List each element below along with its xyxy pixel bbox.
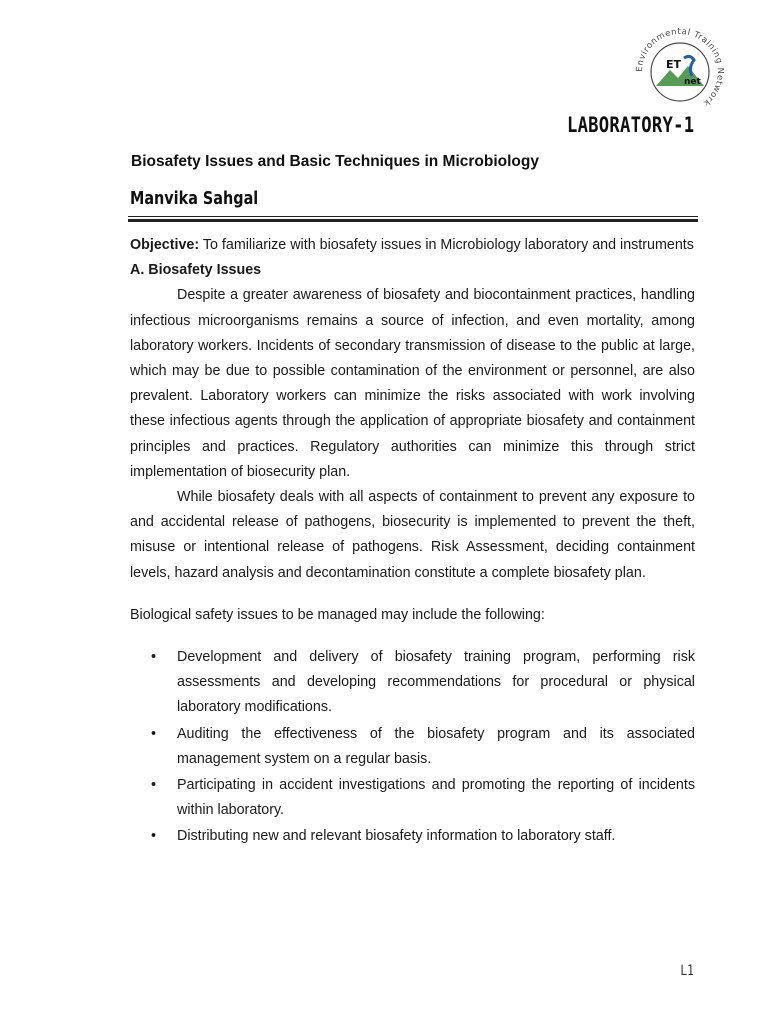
logo-net-text: net [684, 77, 701, 87]
bullet-icon: • [151, 725, 157, 742]
list-item: • Participating in accident investigations and promoting the reporting of incidents within laboratory. [130, 773, 695, 823]
bullet-icon: • [151, 777, 157, 794]
document-body [130, 233, 695, 851]
bullet-icon: • [151, 649, 157, 666]
etnet-logo [632, 24, 728, 120]
paragraph-2: While biosafety deals with all aspects of containment to prevent any exposure to and accidental release of pathogens, biosecurity is implemented to prevent the theft, misuse or intentional release of pathogens. Risk Assessment, deciding containment levels, hazard analysis and decontamination constitute a complete biosafety plan. [130, 489, 695, 581]
logo-ring-text: Environmental Training Network [634, 26, 726, 108]
objective-label: Objective: [130, 237, 200, 253]
objective-text: To familiarize with biosafety issues in Microbiology laboratory and instruments [199, 237, 694, 253]
title-divider-thin [128, 216, 698, 217]
lab-title: LABORATORY-1 [566, 113, 694, 137]
bullet-icon: • [151, 828, 157, 845]
section-heading-a: A. Biosafety Issues [130, 262, 262, 279]
page-number: L1 [680, 963, 694, 979]
document-title: Biosafety Issues and Basic Techniques in Microbiology [131, 153, 539, 170]
logo-et-text: ET [666, 58, 682, 71]
objective [130, 233, 695, 258]
author-name: Manvika Sahgal [130, 188, 259, 209]
bullet-list [130, 645, 695, 850]
list-item: • Development and delivery of biosafety training program, performing risk assessments and developing recommendations for procedural or physical laboratory modifications. [130, 645, 695, 721]
paragraph-1: Despite a greater awareness of biosafety and biocontainment practices, handling infectious microorganisms remains a source of infection, and even mortality, among laboratory workers. Incidents of secondary transmission of disease to the public at large, which may be due to possible contamination of the environment or personnel, are also prevalent. Laboratory workers can minimize the risks associated with work involving these infectious agents through the application of appropriate biosafety and containment principles and practices. Regulatory authorities can minimize this through strict implementation of biosecurity plan. [130, 287, 695, 480]
list-item: • Distributing new and relevant biosafety information to laboratory staff. [130, 824, 695, 849]
list-item: • Auditing the effectiveness of the biosafety program and its associated management system on a regular basis. [130, 722, 695, 772]
list-intro: Biological safety issues to be managed may include the following: [130, 606, 545, 623]
title-divider-thick [128, 219, 698, 222]
